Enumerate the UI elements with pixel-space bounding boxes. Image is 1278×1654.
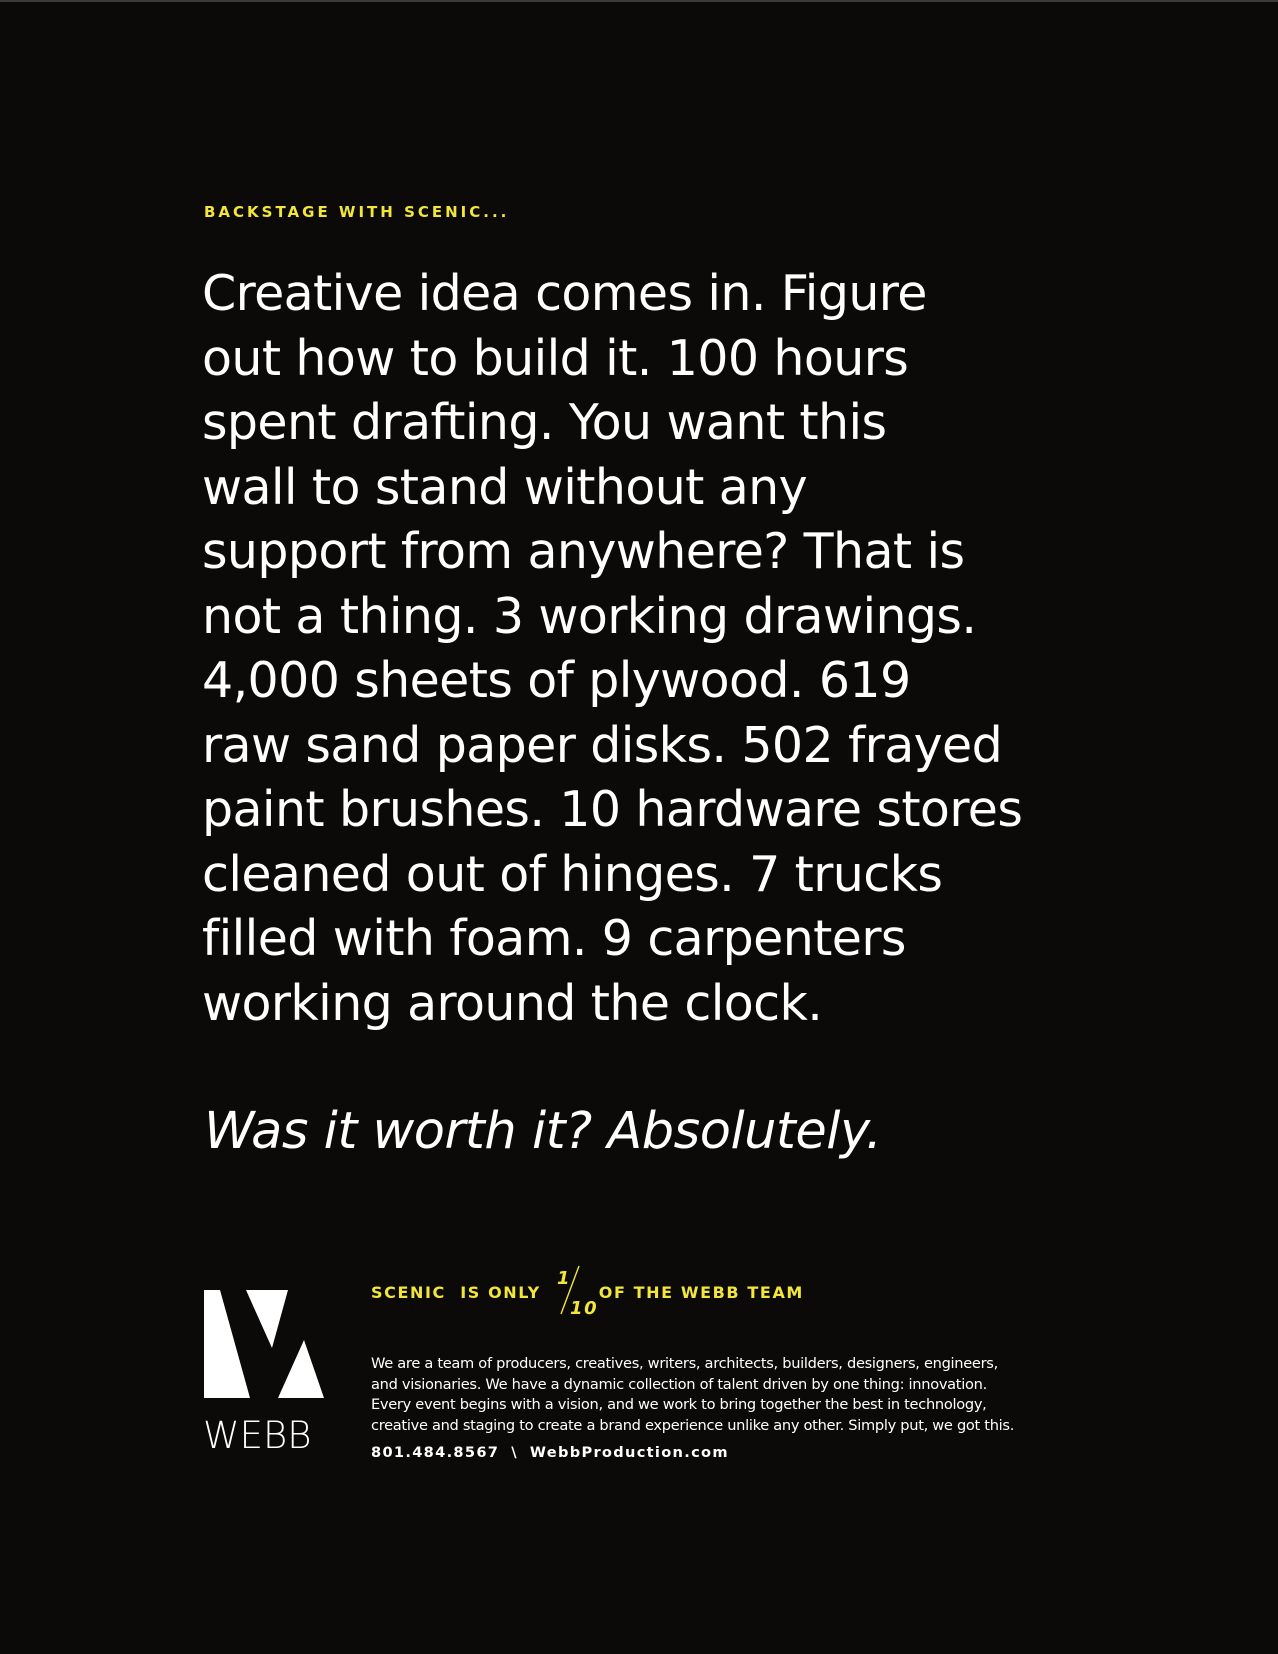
headline-line: Creative idea comes in. Figure [202,265,927,322]
body-copy [371,1354,1091,1436]
headline [202,262,1102,1036]
headline-line: support from anywhere? That is [202,523,965,580]
top-rule [0,0,1278,2]
contact-separator: \ [511,1444,518,1461]
webb-w-logo-icon [204,1290,324,1398]
headline-line: cleaned out of hinges. 7 trucks [202,845,943,903]
headline-line: paint brushes. 10 hardware stores [202,781,1023,838]
team-line-suffix: OF THE WEBB TEAM [598,1282,804,1302]
headline-line: filled with foam. 9 carpenters [202,910,906,967]
body-copy-line: creative and staging to create a brand experience unlike any other. Simply put, we got this. [371,1416,1015,1434]
headline-line: out how to build it. 100 hours [202,329,909,387]
body-copy-line: and visionaries. We have a dynamic collection of talent driven by one thing: innovation. [371,1375,987,1393]
headline-line: not a thing. 3 working drawings. [202,587,977,645]
eyebrow-heading: BACKSTAGE WITH SCENIC... [204,203,510,221]
fraction-one-tenth [549,1262,598,1322]
team-line-prefix: SCENIC IS ONLY [371,1282,541,1302]
team-line [371,1262,804,1322]
phone-number[interactable]: 801.484.8567 [371,1444,500,1461]
logo-wordmark: WEBB [203,1414,312,1457]
contact-line [371,1444,729,1461]
body-copy-line: Every event begins with a vision, and we work to bring together the best in technology, [371,1396,987,1414]
headline-line: spent drafting. You want this [202,394,887,451]
website-link[interactable]: WebbProduction.com [529,1444,729,1461]
tagline: Was it worth it? Absolutely. [204,1102,882,1161]
headline-line: working around the clock. [202,974,823,1032]
body-copy-line: We are a team of producers, creatives, writers, architects, builders, designers, engineers, [371,1355,998,1372]
fraction-denominator: 10 [569,1298,598,1319]
headline-line: raw sand paper disks. 502 frayed [202,716,1003,774]
webb-logo [204,1290,324,1462]
headline-line: wall to stand without any [202,458,808,516]
fraction-numerator: 1 [556,1268,571,1289]
headline-line: 4,000 sheets of plywood. 619 [202,652,911,709]
